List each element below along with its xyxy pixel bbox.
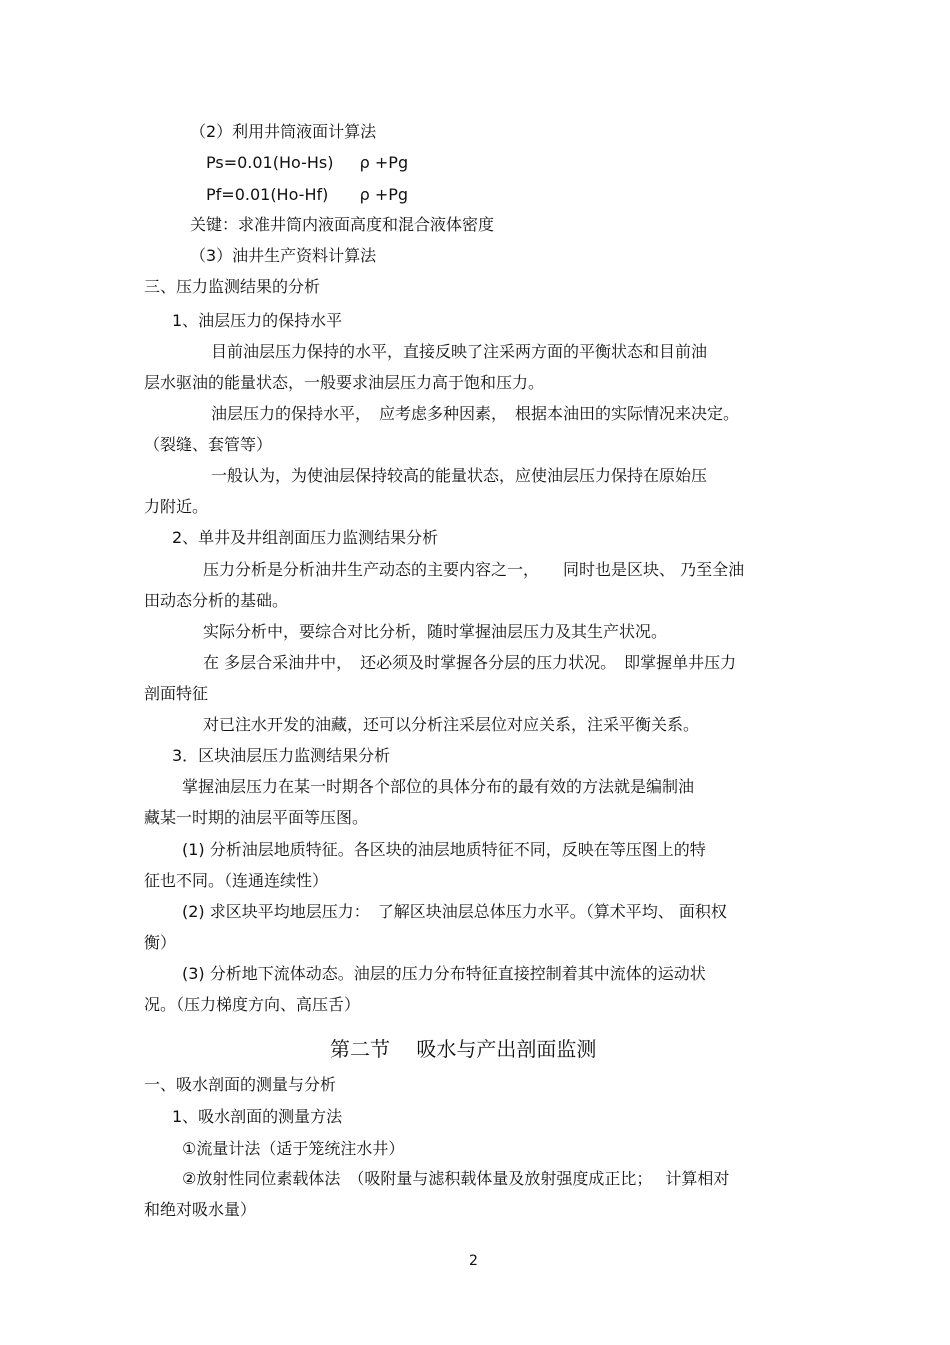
section-title: 一、吸水剖面的测量与分析 bbox=[144, 1075, 337, 1094]
list-item-line: (1) 分析油层地质特征。各区块的油层地质特征不同，反映在等压图上的特 bbox=[182, 840, 706, 859]
formula-pf: Pf=0.01(Ho-Hf) ρ +Pg bbox=[206, 185, 409, 204]
paragraph-line: 实际分析中，要综合对比分析，随时掌握油层压力及其生产状况。 bbox=[203, 622, 668, 641]
text-line: 关键：求准井筒内液面高度和混合液体密度 bbox=[190, 215, 495, 234]
list-item-line: 况。（压力梯度方向、高压舌） bbox=[144, 995, 361, 1014]
paragraph-line: 剖面特征 bbox=[144, 684, 209, 703]
text-line: （3）油井生产资料计算法 bbox=[190, 246, 377, 265]
subsection-title: 2、单井及井组剖面压力监测结果分析 bbox=[172, 528, 439, 547]
list-item-line: 和绝对吸水量） bbox=[144, 1200, 257, 1219]
list-item-line: (3) 分析地下流体动态。油层的压力分布特征直接控制着其中流体的运动状 bbox=[182, 964, 706, 983]
text-line: （2）利用井筒液面计算法 bbox=[190, 122, 377, 141]
list-item-line: ②放射性同位素载体法 （吸附量与滤积载体量及放射强度成正比； 计算相对 bbox=[182, 1169, 730, 1188]
paragraph-line: 在 多层合采油井中， 还必须及时掌握各分层的压力状况。 即掌握单井压力 bbox=[203, 653, 737, 672]
paragraph-line: 一般认为，为使油层保持较高的能量状态，应使油层压力保持在原始压 bbox=[211, 466, 708, 485]
formula-ps: Ps=0.01(Ho-Hs) ρ +Pg bbox=[206, 153, 409, 172]
paragraph-line: 压力分析是分析油井生产动态的主要内容之一， 同时也是区块、 乃至全油 bbox=[203, 560, 745, 579]
paragraph-line: （裂缝、套管等） bbox=[144, 435, 273, 454]
subsection-title: 1、油层压力的保持水平 bbox=[172, 311, 343, 330]
paragraph-line: 层水驱油的能量状态，一般要求油层压力高于饱和压力。 bbox=[144, 373, 545, 392]
list-item-line: 衡） bbox=[144, 933, 177, 952]
section-title: 三、压力监测结果的分析 bbox=[144, 277, 321, 296]
list-item-line: 征也不同。（连通连续性） bbox=[144, 871, 329, 890]
paragraph-line: 对已注水开发的油藏，还可以分析注采层位对应关系，注采平衡关系。 bbox=[203, 715, 700, 734]
paragraph-line: 力附近。 bbox=[144, 497, 209, 516]
paragraph-line: 藏某一时期的油层平面等压图。 bbox=[144, 808, 369, 827]
subsection-title: 3．区块油层压力监测结果分析 bbox=[172, 746, 391, 765]
paragraph-line: 掌握油层压力在某一时期各个部位的具体分布的最有效的方法就是编制油 bbox=[182, 777, 695, 796]
paragraph-line: 目前油层压力保持的水平，直接反映了注采两方面的平衡状态和目前油 bbox=[211, 342, 708, 361]
page-number: 2 bbox=[469, 1253, 478, 1269]
list-item-line: ①流量计法（适于笼统注水井） bbox=[182, 1139, 405, 1158]
paragraph-line: 油层压力的保持水平， 应考虑多种因素， 根据本油田的实际情况来决定。 bbox=[211, 404, 740, 423]
subsection-title: 1、吸水剖面的测量方法 bbox=[172, 1107, 343, 1126]
section-heading: 第二节 吸水与产出剖面监测 bbox=[330, 1037, 597, 1061]
list-item-line: (2) 求区块平均地层压力： 了解区块油层总体压力水平。（算术平均、 面积权 bbox=[182, 902, 727, 921]
paragraph-line: 田动态分析的基础。 bbox=[144, 591, 289, 610]
